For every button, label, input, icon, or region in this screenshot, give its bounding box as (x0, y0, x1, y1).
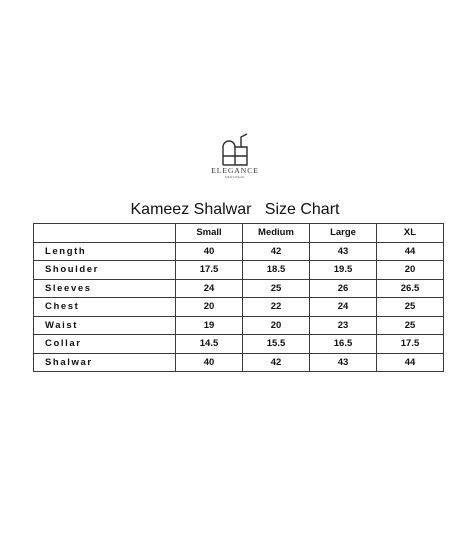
elegance-monogram-icon (220, 132, 250, 166)
table-cell: 22 (243, 298, 310, 317)
table-cell: 26 (310, 279, 377, 298)
table-cell: 43 (310, 353, 377, 372)
table-cell: 25 (377, 298, 444, 317)
table-cell: 17.5 (176, 261, 243, 280)
table-cell: 25 (377, 316, 444, 335)
table-cell: 26.5 (377, 279, 444, 298)
table-cell: 43 (310, 242, 377, 261)
table-cell: 19.5 (310, 261, 377, 280)
page-title: Kameez Shalwar Size Chart (130, 201, 340, 218)
table-row (34, 279, 444, 298)
row-label: Collar (34, 335, 176, 354)
table-cell: 14.5 (176, 335, 243, 354)
table-row (34, 353, 444, 372)
table-cell: 42 (243, 242, 310, 261)
table-cell: 19 (176, 316, 243, 335)
table-row (34, 242, 444, 261)
column-header-small: Small (176, 224, 243, 243)
row-label: Shoulder (34, 261, 176, 280)
table-cell: 24 (310, 298, 377, 317)
row-label: Waist (34, 316, 176, 335)
table-cell: 15.5 (243, 335, 310, 354)
table-row (34, 335, 444, 354)
table-corner-cell (34, 224, 176, 243)
table-cell: 17.5 (377, 335, 444, 354)
table-cell: 20 (243, 316, 310, 335)
table-cell: 25 (243, 279, 310, 298)
table-cell: 42 (243, 353, 310, 372)
table-cell: 16.5 (310, 335, 377, 354)
table-row (34, 261, 444, 280)
table-row (34, 316, 444, 335)
brand-logo (205, 132, 265, 190)
row-label: Sleeves (34, 279, 176, 298)
column-header-large: Large (310, 224, 377, 243)
brand-name: ELEGANCE (211, 166, 259, 175)
table-cell: 18.5 (243, 261, 310, 280)
table-cell: 20 (377, 261, 444, 280)
table-cell: 20 (176, 298, 243, 317)
table-cell: 44 (377, 353, 444, 372)
table-cell: 24 (176, 279, 243, 298)
row-label: Shalwar (34, 353, 176, 372)
table-row (34, 298, 444, 317)
column-header-medium: Medium (243, 224, 310, 243)
table-cell: 40 (176, 242, 243, 261)
table-cell: 44 (377, 242, 444, 261)
brand-tagline: MENSWEAR (225, 175, 245, 179)
table-cell: 23 (310, 316, 377, 335)
row-label: Chest (34, 298, 176, 317)
column-header-xl: XL (377, 224, 444, 243)
table-cell: 40 (176, 353, 243, 372)
size-chart-table (33, 223, 444, 372)
table-header-row (34, 224, 444, 243)
row-label: Length (34, 242, 176, 261)
